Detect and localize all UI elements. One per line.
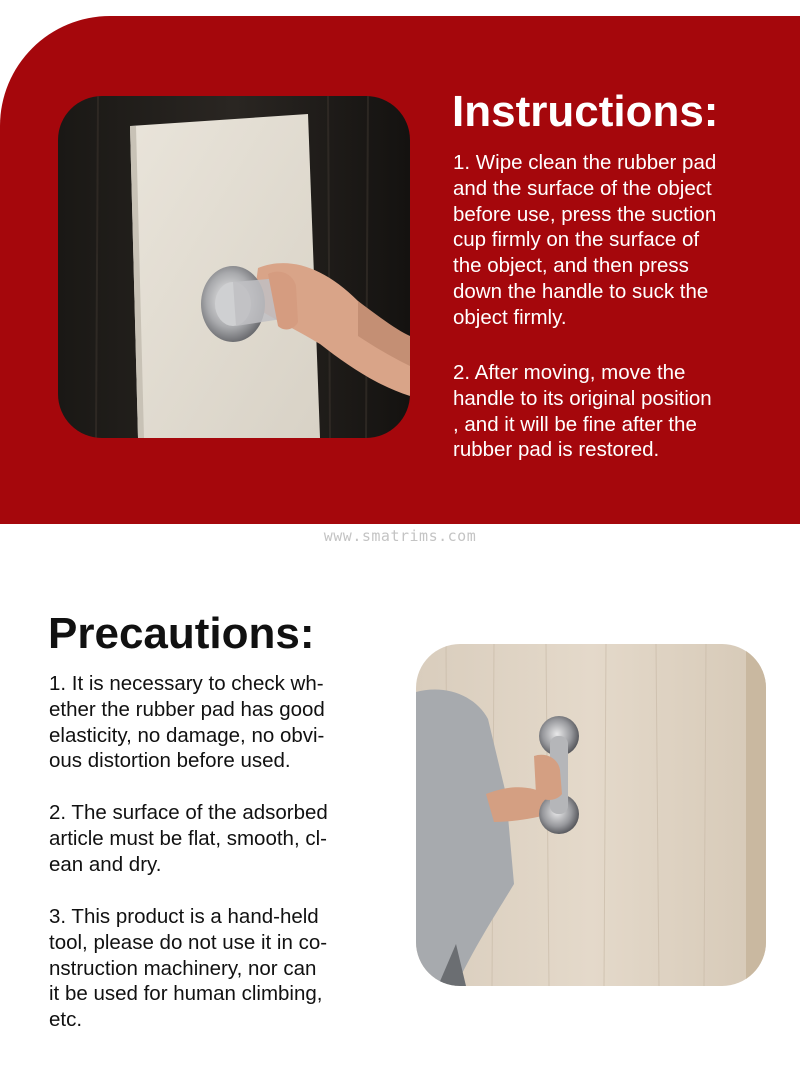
- instruction-step-1: 1. Wipe clean the rubber pad and the surface of the object before use, press the suction cup firmly on the surface of the object, and then press down the handle to suck the object firmly.: [453, 151, 717, 329]
- precaution-item-1: 1. It is necessary to check wh- ether the rubber pad has good elasticity, no damage, no obvi- ous distortion before used.: [49, 672, 325, 773]
- instructions-heading: Instructions:: [452, 87, 719, 136]
- precaution-item-3: 3. This product is a hand-held tool, please do not use it in co- nstruction machinery, nor can it be used for human climbing, etc.: [49, 905, 328, 1032]
- site-watermark: www.smatrims.com: [323, 527, 477, 545]
- double-suction-cup-photo: [416, 644, 766, 986]
- precautions-heading: Precautions:: [48, 609, 315, 658]
- single-suction-cup-photo: [58, 96, 410, 438]
- instruction-step-2: 2. After moving, move the handle to its original position , and it will be fine after the rubber pad is restored.: [453, 361, 712, 462]
- precaution-item-2: 2. The surface of the adsorbed article must be flat, smooth, cl- ean and dry.: [49, 801, 328, 876]
